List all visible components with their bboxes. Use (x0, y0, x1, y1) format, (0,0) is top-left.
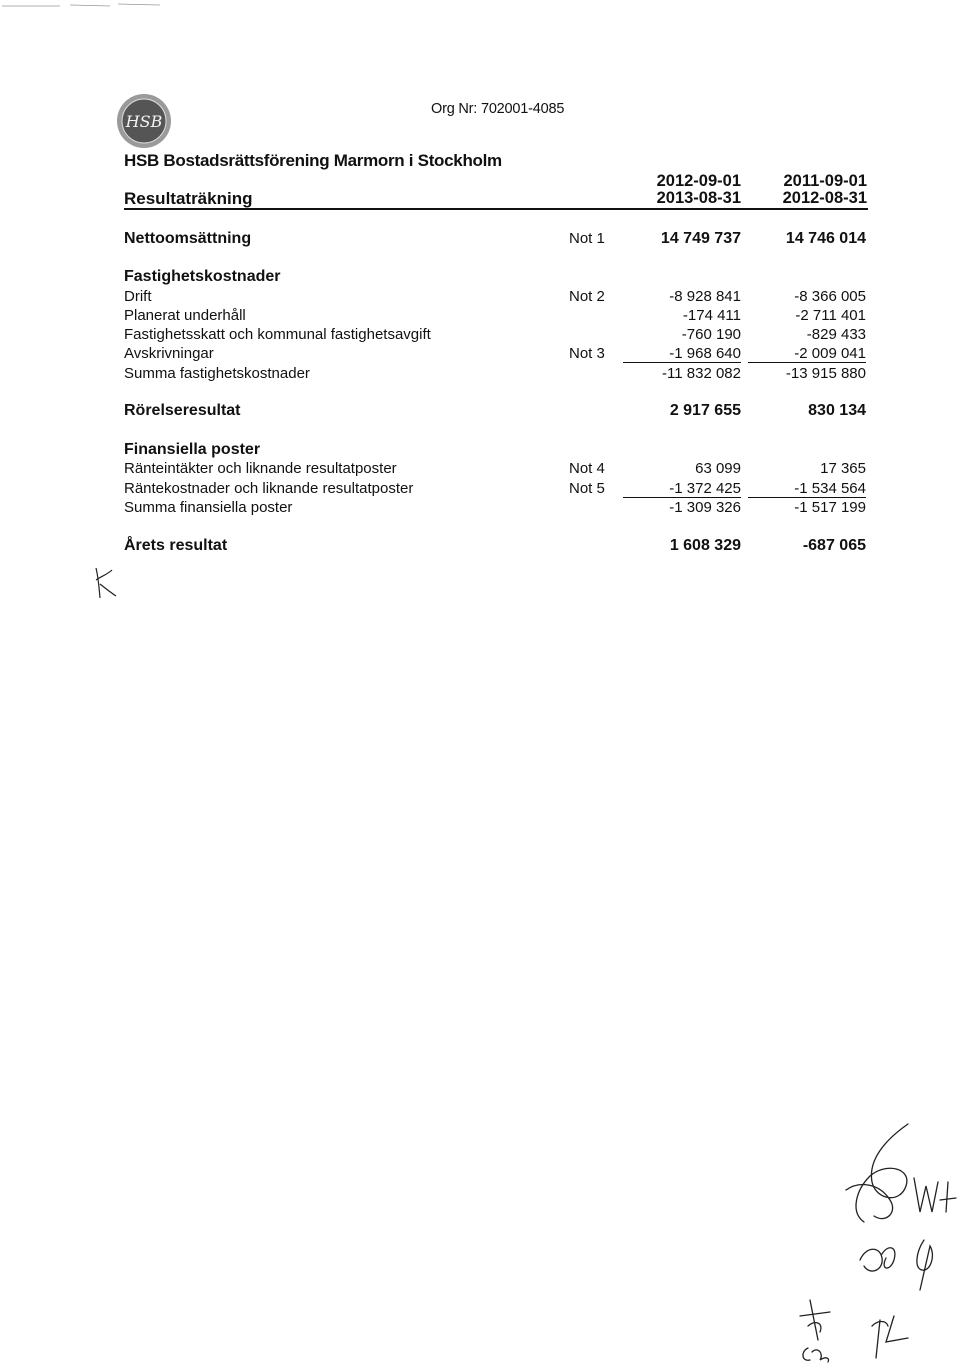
statement-row (124, 268, 868, 288)
value-current: -1 968 640 (623, 345, 741, 363)
value-current: -174 411 (682, 307, 741, 324)
statement-row (124, 441, 868, 461)
row-label: Finansiella poster (124, 441, 261, 458)
row-label: Summa fastighetskostnader (124, 365, 310, 382)
value-previous: -8 366 005 (794, 288, 866, 305)
row-label: Avskrivningar (124, 345, 214, 362)
value-current: 1 608 329 (669, 537, 741, 554)
value-previous: -687 065 (802, 537, 866, 554)
row-label: Drift (124, 288, 152, 305)
statement-row (124, 345, 868, 365)
value-previous: -2 711 401 (795, 307, 866, 324)
header-rule (124, 208, 868, 210)
scan-artifact (0, 0, 200, 10)
row-label: Summa finansiella poster (124, 499, 293, 516)
statement-row (124, 307, 868, 327)
value-current: -1 309 326 (669, 499, 741, 516)
value-current: -8 928 841 (669, 288, 741, 305)
org-number: Org Nr: 702001-4085 (431, 101, 565, 117)
row-label: Fastighetsskatt och kommunal fastighetsavgift (124, 326, 431, 343)
row-label: Räntekostnader och liknande resultatposter (124, 480, 414, 497)
row-label: Årets resultat (124, 537, 228, 554)
statement-row (124, 402, 868, 422)
value-previous: -829 433 (806, 326, 866, 343)
value-previous: -2 009 041 (748, 345, 866, 363)
value-current: 63 099 (695, 460, 741, 477)
svg-text:HSB: HSB (125, 112, 163, 131)
period-current-end: 2013-08-31 (656, 189, 741, 207)
value-current: 14 749 737 (660, 230, 741, 247)
period-previous-start: 2011-09-01 (783, 172, 867, 190)
value-previous: -1 534 564 (748, 480, 866, 498)
signatures (790, 1120, 960, 1364)
value-current: 2 917 655 (669, 402, 741, 419)
value-current: -11 832 082 (662, 365, 741, 382)
row-label: Planerat underhåll (124, 307, 246, 324)
row-label: Nettoomsättning (124, 230, 252, 247)
row-label: Rörelseresultat (124, 402, 241, 419)
statement-row (124, 499, 868, 519)
handwritten-mark (90, 566, 120, 600)
value-previous: 17 365 (820, 460, 866, 477)
row-label: Ränteintäkter och liknande resultatposter (124, 460, 397, 477)
row-note: Not 3 (569, 345, 605, 362)
period-current-start: 2012-09-01 (656, 172, 741, 190)
row-note: Not 5 (569, 480, 605, 497)
value-current: -1 372 425 (623, 480, 741, 498)
statement-row (124, 460, 868, 480)
statement-row (124, 480, 868, 500)
value-previous: -1 517 199 (794, 499, 866, 516)
value-current: -760 190 (681, 326, 741, 343)
row-note: Not 1 (569, 230, 605, 247)
statement-row (124, 230, 868, 250)
statement-row (124, 288, 868, 308)
statement-title: Resultaträkning (124, 189, 253, 208)
value-previous: -13 915 880 (785, 365, 866, 382)
statement-row (124, 537, 868, 557)
period-previous-end: 2012-08-31 (782, 189, 867, 207)
row-note: Not 2 (569, 288, 605, 305)
row-label: Fastighetskostnader (124, 268, 281, 285)
association-name: HSB Bostadsrättsförening Marmorn i Stockholm (124, 151, 502, 170)
hsb-logo (115, 92, 173, 150)
row-note: Not 4 (569, 460, 605, 477)
statement-row (124, 365, 868, 385)
value-previous: 830 134 (808, 402, 866, 419)
value-previous: 14 746 014 (785, 230, 866, 247)
statement-row (124, 326, 868, 346)
